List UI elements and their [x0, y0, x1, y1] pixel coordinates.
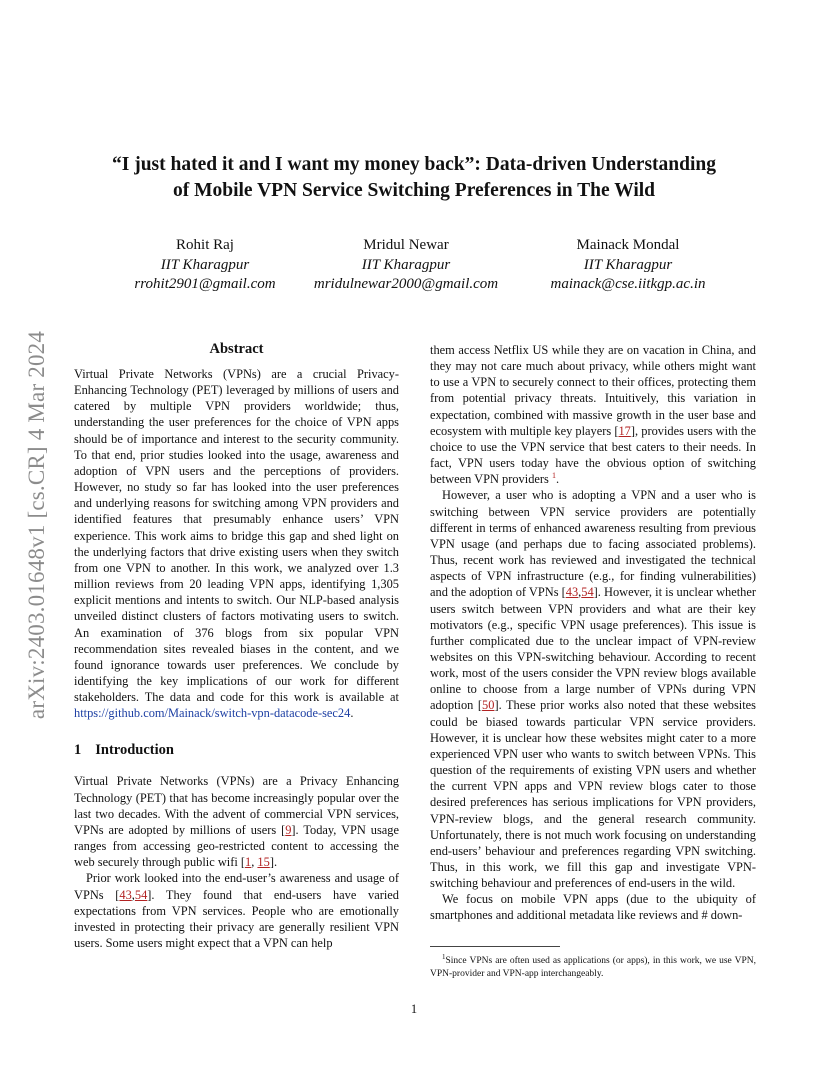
author-affiliation: IIT Kharagpur [361, 256, 451, 273]
paper-title-line-1: “I just hated it and I want my money back”: Data-driven Understanding [111, 154, 716, 175]
intro-paragraph-1 [74, 773, 399, 870]
intro-paragraph-3 [430, 487, 756, 891]
citation-link[interactable]: 1 [245, 855, 252, 870]
author-email: rrohit2901@gmail.com [134, 276, 276, 292]
paragraph-text: ]. Today, VPN usage ranges from accessing geo-restricted content to accessing the web securely through public wifi [ [74, 822, 399, 870]
author-affiliation: IIT Kharagpur [160, 256, 250, 273]
footnote-text: Since VPNs are often used as applications (or apps), in this work, we use VPN, VPN-provider and VPN-app interchangeably. [430, 956, 756, 979]
right-column [430, 342, 756, 924]
arxiv-identifier-text: arXiv:2403.01648v1 [cs.CR] 4 Mar 2024 [24, 330, 49, 720]
left-column [74, 340, 399, 951]
paragraph-text: ]. They found that end-users have varied expectations from VPN services. People who are emotionally invested in protecting their privacy are generally resilient VPN users. Some users might expect that a VPN can help [74, 887, 399, 950]
author-block-2 [296, 236, 516, 295]
author-email: mridulnewar2000@gmail.com [313, 276, 499, 292]
author-name: Rohit Raj [176, 237, 234, 253]
author-name: Mainack Mondal [576, 237, 680, 253]
citation-link[interactable]: 54 [134, 887, 148, 902]
paragraph-text: We focus on mobile VPN apps (due to the ubiquity of smartphones and additional metadata like reviews and # down- [430, 892, 756, 923]
paragraph-text: . [555, 472, 560, 487]
citation-link[interactable]: 54 [581, 585, 594, 600]
citation-link[interactable]: 50 [482, 698, 495, 713]
footnote-reference[interactable]: 1 [551, 471, 556, 481]
abstract-text: Virtual Private Networks (VPNs) are a crucial Privacy-Enhancing Technology (PET) leveraged by millions of users and catered by multiple VPN providers worldwide; thus, understanding the user preferences for the choice of VPN apps should be of importance and interest to the security community. To that end, prior studies looked into the usage, awareness and adoption of VPN users and the perceptions of providers. However, no study so far has looked into the user preferences and underlying reasons for switching among VPN providers and identified features that presumably enhance users’ VPN experience. This work aims to bridge this gap and shed light on the underlying factors that drive existing users when they switch from one VPN to another. In this work, we analyzed over 1.3 million reviews from 20 leading VPN apps, identifying 1,305 explicit mentions and intents to switch. Our NLP-based analysis unveiled distinct clusters of factors motivating users to switch. An examination of 376 blogs from six popular VPN recommendation sites revealed biases in the content, and we found ignorance towards user preferences. We conclude by identifying the key implications of our work for different stakeholders. The data and code for this work is available at [74, 367, 399, 705]
footnote-divider [430, 946, 560, 947]
paper-title-line-2: of Mobile VPN Service Switching Preferences in The Wild [172, 180, 656, 201]
paper-title [60, 152, 768, 204]
author-name: Mridul Newar [363, 237, 449, 253]
section-heading-introduction [74, 741, 399, 759]
citation-link[interactable]: 43 [119, 887, 132, 902]
paragraph-text: Prior work looked into the end-user’s awareness and usage of VPNs [ [74, 871, 399, 902]
intro-paragraph-2 [74, 870, 399, 951]
footnote [430, 951, 756, 980]
citation-link[interactable]: 17 [618, 423, 631, 438]
abstract-paragraph [74, 366, 399, 721]
author-email: mainack@cse.iitkgp.ac.in [550, 276, 706, 292]
paragraph-text: ]. [269, 855, 278, 870]
code-repository-link[interactable]: https://github.com/Mainack/switch-vpn-datacode-sec24 [74, 706, 351, 721]
paragraph-text: Virtual Private Networks (VPNs) are a Privacy Enhancing Technology (PET) that has become increasingly popular over the last two decades. With the advent of commercial VPN services, VPNs are adopted by millions of users [ [74, 774, 399, 837]
author-block-3 [518, 236, 738, 295]
paragraph-text: ], provides users with the choice to use the VPN service that best caters to their needs. In fact, VPN users today have the obvious option of switching between VPN providers [430, 423, 756, 487]
author-block-1 [95, 236, 315, 295]
footnote-mark: 1 [442, 953, 446, 961]
intro-paragraph-4 [430, 891, 756, 923]
section-number: 1 [74, 742, 82, 759]
author-affiliation: IIT Kharagpur [583, 256, 673, 273]
paragraph-text: However, a user who is adopting a VPN and a user who is switching between VPN service providers are potentially different in terms of enhanced awareness resulting from previous VPN usage (and perhaps due to facing associated problems). Thus, recent work has reviewed and investigated the technical aspects of VPN infrastructure (e.g., for finding vulnerabilities) and the adoption of VPNs [ [430, 488, 756, 600]
citation-separator: , [131, 887, 135, 902]
intro-paragraph-2-continued [430, 342, 756, 487]
arxiv-identifier-stamp [22, 290, 52, 760]
citation-link[interactable]: 9 [285, 822, 292, 837]
abstract-text-end: . [350, 706, 354, 721]
citation-separator: , [251, 855, 258, 870]
citation-separator: , [578, 585, 582, 600]
paragraph-text: them access Netflix US while they are on vacation in China, and they may not care much about privacy, while others might want to use a VPN to securely connect to their offices, protecting them from potential privacy threats. Intuitively, this variation in expectation, combined with massive growth in the user base and ecosystem with multiple key players [ [430, 343, 756, 438]
section-title: Introduction [95, 742, 174, 759]
abstract-heading: Abstract [209, 341, 264, 357]
paragraph-text: ]. However, it is unclear whether users switch between VPN providers and what are their key motivators (e.g., specific VPN usage preferences). This issue is further complicated due to the unclear impact of VPN-review websites on this VPN-switching behaviour. According to recent work, most of the users consider the VPN review blogs available online to choose from a large number of VPNs during VPN adoption [ [430, 585, 756, 713]
paragraph-text: ]. These prior works also noted that these websites could be biased towards particular VPN service providers. However, it is unclear how these websites might cater to a more experienced VPN user who wants to switch between VPNs. This question of the requirements of existing VPN users and whether the current VPN apps and VPN review blogs cater to those desired preferences has serious implications for VPN providers, VPN-review blogs, and the general research community. Unfortunately, there is not much work focusing on understanding end-users’ behaviour and preferences regarding VPN switching. Thus, in this work, we fill this gap and investigate VPN-switching behaviour and preferences of end-users in the wild. [430, 698, 756, 891]
citation-link[interactable]: 43 [565, 585, 579, 600]
citation-link[interactable]: 15 [257, 855, 270, 870]
page-number: 1 [410, 1002, 418, 1016]
